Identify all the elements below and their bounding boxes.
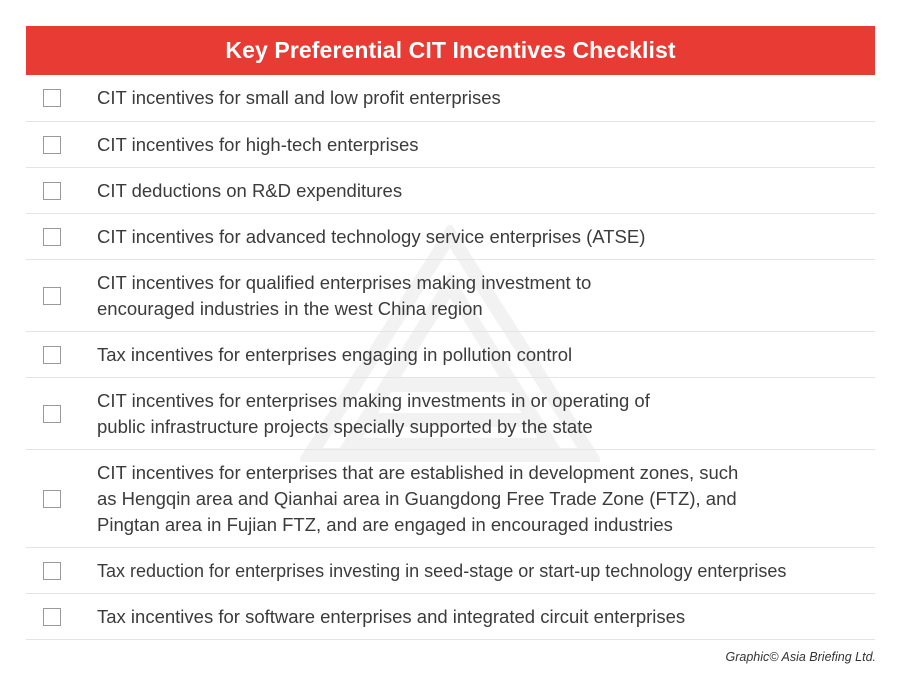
- checklist-item[interactable]: [26, 214, 875, 260]
- checklist-item[interactable]: [26, 332, 875, 378]
- checkbox[interactable]: [43, 562, 61, 580]
- checkbox[interactable]: [43, 182, 61, 200]
- checkbox[interactable]: [43, 89, 61, 107]
- checklist-item-label: CIT incentives for enterprises making investments in or operating of public infrastructure projects specially supported by the state: [97, 389, 650, 437]
- checklist-item-label: CIT incentives for qualified enterprises making investment to encouraged industries in the west China region: [97, 271, 592, 319]
- checklist-item[interactable]: [26, 594, 875, 640]
- checkbox[interactable]: [43, 228, 61, 246]
- checklist-item[interactable]: [26, 378, 875, 450]
- checkbox[interactable]: [43, 608, 61, 626]
- checklist-item[interactable]: [26, 548, 875, 594]
- checkbox[interactable]: [43, 287, 61, 305]
- image-credit: Graphic© Asia Briefing Ltd.: [725, 650, 876, 664]
- checklist-item-label: Tax incentives for enterprises engaging in pollution control: [97, 343, 573, 365]
- checkbox[interactable]: [43, 136, 61, 154]
- checkbox[interactable]: [43, 405, 61, 423]
- checklist-item-label: Tax reduction for enterprises investing in seed-stage or start-up technology enterprises: [97, 560, 787, 581]
- checklist-item[interactable]: [26, 168, 875, 214]
- checkbox[interactable]: [43, 346, 61, 364]
- checklist-item-label: CIT incentives for small and low profit enterprises: [97, 87, 501, 108]
- checklist-item[interactable]: [26, 260, 875, 332]
- checklist-item[interactable]: [26, 450, 875, 548]
- checklist-item[interactable]: [26, 122, 875, 168]
- checklist-item-label: CIT incentives for enterprises that are established in development zones, such as Hengqin area and Qianhai area in Guangdong Free Trade Zone (FTZ), and Pingtan area in Fujian FTZ, and are engaged in encouraged industries: [97, 461, 739, 535]
- checklist-item-label: Tax incentives for software enterprises and integrated circuit enterprises: [97, 605, 686, 627]
- checklist-item[interactable]: [26, 75, 875, 122]
- checkbox[interactable]: [43, 490, 61, 508]
- checklist-item-label: CIT deductions on R&D expenditures: [97, 179, 403, 201]
- checklist-card: [26, 26, 875, 640]
- checklist-title: Key Preferential CIT Incentives Checklist: [26, 26, 875, 75]
- checklist-item-label: CIT incentives for advanced technology service enterprises (ATSE): [97, 225, 646, 247]
- checklist-item-label: CIT incentives for high-tech enterprises: [97, 133, 419, 155]
